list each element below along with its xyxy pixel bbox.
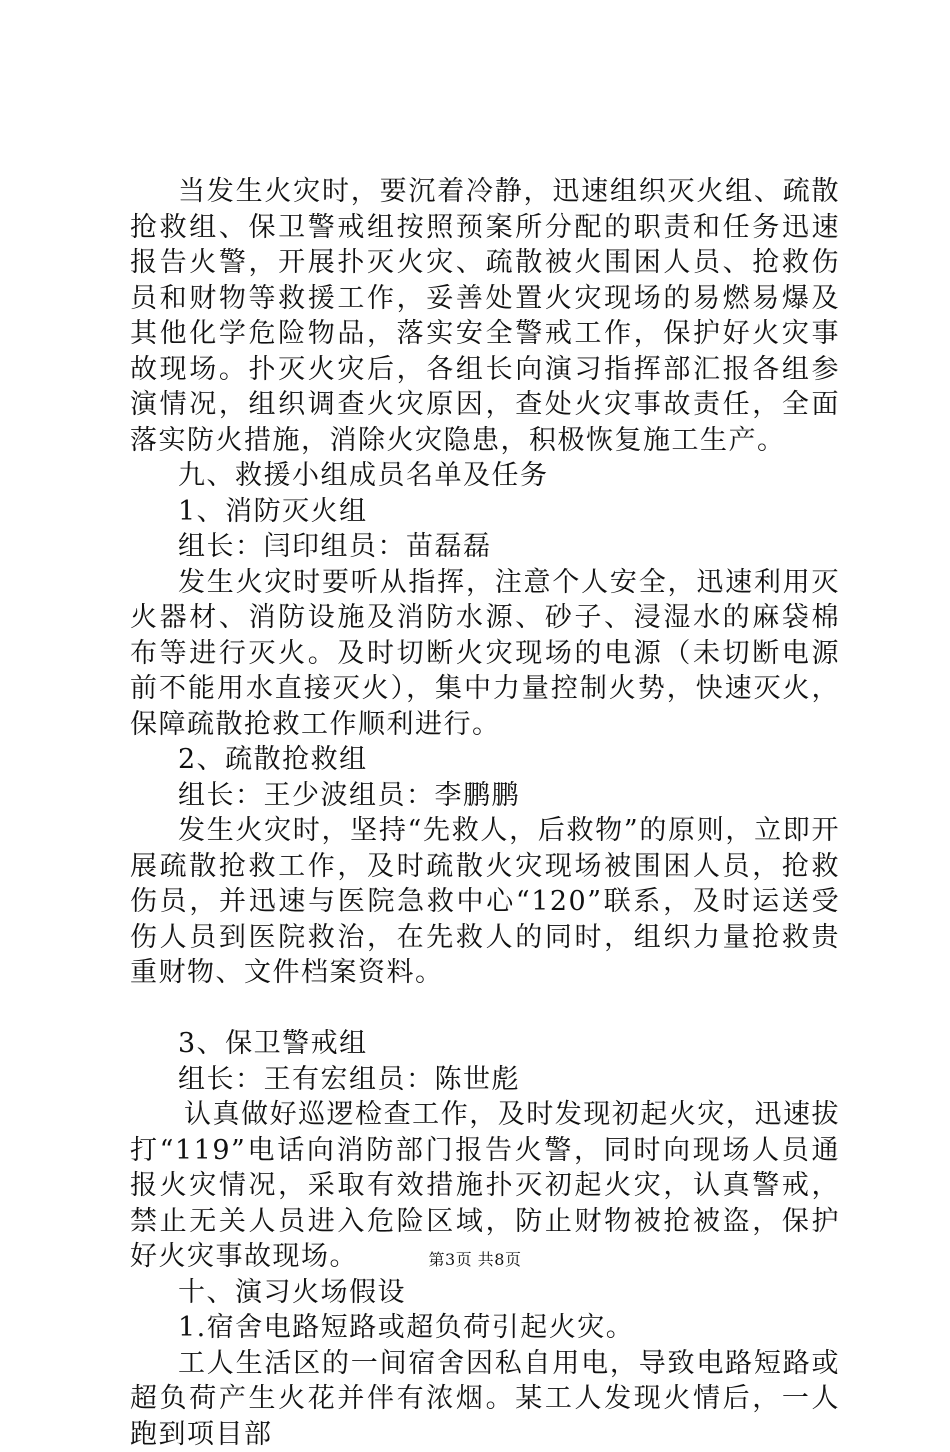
heading-evacuation-group: 2、疏散抢救组: [130, 742, 840, 778]
scenario-dormitory-short-circuit: 1.宿舍电路短路或超负荷引起火灾。: [130, 1310, 840, 1346]
heading-drill-scenario: 十、演习火场假设: [130, 1275, 840, 1311]
security-group-members: 组长：王有宏组员：陈世彪: [130, 1062, 840, 1098]
paragraph-scenario-description: 工人生活区的一间宿舍因私自用电，导致电路短路或超负荷产生火花并伴有浓烟。某工人发现火情后，一人跑到项目部: [130, 1346, 840, 1452]
evacuation-group-members: 组长：王少波组员：李鹏鹏: [130, 778, 840, 814]
page-number-footer: 第3页 共8页: [0, 1247, 950, 1270]
heading-rescue-groups: 九、救援小组成员名单及任务: [130, 458, 840, 494]
paragraph-security-duties: 认真做好巡逻检查工作，及时发现初起火灾，迅速拔打“119”电话向消防部门报告火警，同时向现场人员通报火灾情况，采取有效措施扑灭初起火灾，认真警戒，禁止无关人员进入危险区域，防止财物被抢被盗，保护好火灾事故现场。: [130, 1097, 840, 1275]
paragraph-fire-response: 当发生火灾时，要沉着冷静，迅速组织灭火组、疏散抢救组、保卫警戒组按照预案所分配的职责和任务迅速报告火警，开展扑灭火灾、疏散被火围困人员、抢救伤员和财物等救援工作，妥善处置火灾现场的易燃易爆及其他化学危险物品，落实安全警戒工作，保护好火灾事故现场。扑灭火灾后，各组长向演习指挥部汇报各组参演情况，组织调查火灾原因，查处火灾事故责任，全面落实防火措施，消除火灾隐患，积极恢复施工生产。: [130, 174, 840, 458]
paragraph-firefighting-duties: 发生火灾时要听从指挥，注意个人安全，迅速利用灭火器材、消防设施及消防水源、砂子、浸湿水的麻袋棉布等进行灭火。及时切断火灾现场的电源（未切断电源前不能用水直接灭火），集中力量控制火势，快速灭火，保障疏散抢救工作顺利进行。: [130, 565, 840, 743]
paragraph-evacuation-duties: 发生火灾时，坚持“先救人，后救物”的原则，立即开展疏散抢救工作，及时疏散火灾现场被围困人员，抢救伤员，并迅速与医院急救中心“120”联系，及时运送受伤人员到医院救治，在先救人的同时，组织力量抢救贵重财物、文件档案资料。: [130, 813, 840, 991]
heading-security-group: 3、保卫警戒组: [130, 1026, 840, 1062]
heading-firefighting-group: 1、消防灭火组: [130, 494, 840, 530]
firefighting-group-members: 组长：闫印组员：苗磊磊: [130, 529, 840, 565]
